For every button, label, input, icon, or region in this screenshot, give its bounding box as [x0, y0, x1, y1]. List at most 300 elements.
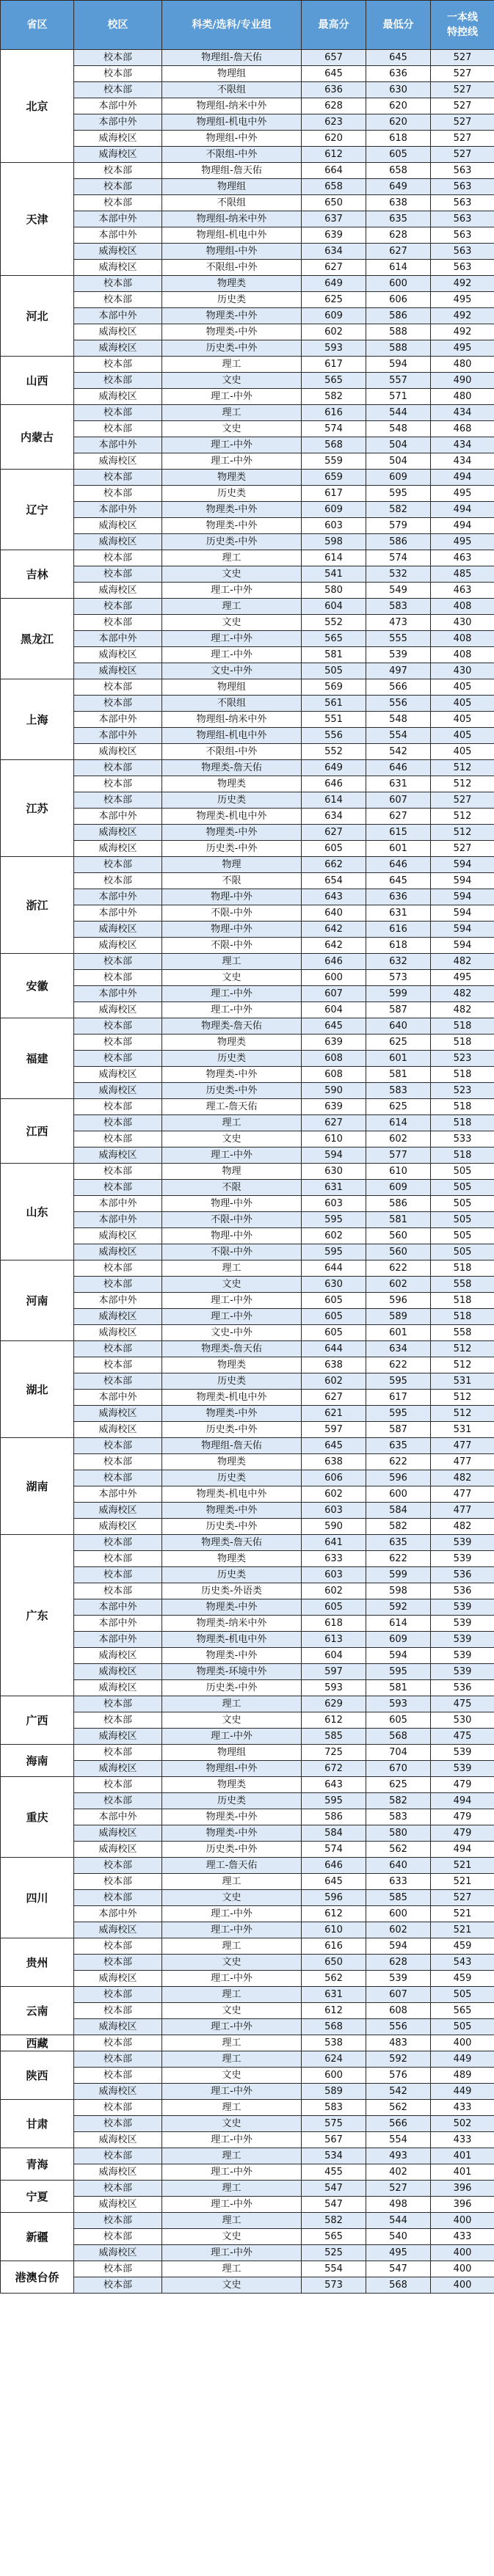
line-score-cell: 543	[431, 1955, 494, 1971]
table-row	[1, 1729, 494, 1745]
campus-cell: 威海校区	[74, 1406, 162, 1422]
subject-cell: 物理类-机电中外	[162, 809, 302, 825]
min-score-cell: 610	[366, 1164, 431, 1180]
campus-cell: 校本部	[74, 2148, 162, 2164]
min-score-cell: 544	[366, 2213, 431, 2229]
table-row	[1, 421, 494, 437]
campus-cell: 校本部	[74, 792, 162, 809]
campus-cell: 本部中外	[74, 1809, 162, 1825]
min-score-cell: 473	[366, 615, 431, 631]
max-score-cell: 612	[302, 147, 366, 163]
campus-cell: 校本部	[74, 1180, 162, 1196]
line-score-cell: 518	[431, 1260, 494, 1277]
subject-cell: 理工	[162, 1874, 302, 1890]
subject-cell: 理工-中外	[162, 1971, 302, 1987]
min-score-cell: 562	[366, 2100, 431, 2116]
table-row	[1, 1067, 494, 1083]
subject-cell: 历史类-中外	[162, 841, 302, 857]
campus-cell: 校本部	[74, 954, 162, 970]
subject-cell: 理工-中外	[162, 2019, 302, 2035]
max-score-cell: 649	[302, 276, 366, 292]
subject-cell: 文史-中外	[162, 1325, 302, 1341]
max-score-cell: 630	[302, 1277, 366, 1293]
table-row	[1, 1373, 494, 1390]
campus-cell: 校本部	[74, 776, 162, 792]
table-row	[1, 163, 494, 179]
max-score-cell: 645	[302, 66, 366, 82]
table-row	[1, 1503, 494, 1519]
max-score-cell: 623	[302, 114, 366, 131]
min-score-cell: 581	[366, 1067, 431, 1083]
table-row	[1, 1648, 494, 1664]
campus-cell: 校本部	[74, 486, 162, 502]
subject-cell: 理工-中外	[162, 453, 302, 470]
subject-cell: 历史类-中外	[162, 1680, 302, 1696]
subject-cell: 不限组-中外	[162, 147, 302, 163]
subject-cell: 文史	[162, 373, 302, 389]
campus-cell: 本部中外	[74, 437, 162, 453]
max-score-cell: 625	[302, 292, 366, 308]
table-row	[1, 1809, 494, 1825]
subject-cell: 物理组	[162, 66, 302, 82]
min-score-cell: 566	[366, 679, 431, 696]
table-body	[1, 50, 494, 2294]
min-score-cell: 638	[366, 195, 431, 211]
line-score-cell: 539	[431, 1632, 494, 1648]
subject-cell: 物理类-中外	[162, 518, 302, 534]
max-score-cell: 604	[302, 1648, 366, 1664]
max-score-cell: 612	[302, 2003, 366, 2019]
table-header-row	[1, 1, 494, 50]
subject-cell: 理工-中外	[162, 1729, 302, 1745]
campus-cell: 本部中外	[74, 986, 162, 1002]
subject-cell: 理工	[162, 954, 302, 970]
table-row	[1, 696, 494, 712]
min-score-cell: 583	[366, 1083, 431, 1099]
min-score-cell: 483	[366, 2035, 431, 2051]
province-cell: 河南	[1, 1260, 74, 1341]
max-score-cell: 642	[302, 938, 366, 954]
province-cell: 港澳台侨	[1, 2261, 74, 2294]
header-max: 最高分	[302, 1, 366, 50]
province-cell: 江苏	[1, 760, 74, 857]
table-row	[1, 1938, 494, 1955]
line-score-cell: 408	[431, 647, 494, 663]
min-score-cell: 583	[366, 599, 431, 615]
line-score-cell: 405	[431, 712, 494, 728]
max-score-cell: 637	[302, 211, 366, 227]
subject-cell: 文史	[162, 1890, 302, 1906]
province-cell: 安徽	[1, 954, 74, 1018]
table-row	[1, 2068, 494, 2084]
subject-cell: 历史类	[162, 1567, 302, 1583]
max-score-cell: 602	[302, 1583, 366, 1599]
table-row	[1, 2148, 494, 2164]
table-row	[1, 1406, 494, 1422]
line-score-cell: 479	[431, 1777, 494, 1793]
subject-cell: 历史类	[162, 1373, 302, 1390]
line-score-cell: 539	[431, 1664, 494, 1680]
max-score-cell: 590	[302, 1519, 366, 1535]
subject-cell: 理工	[162, 2261, 302, 2277]
max-score-cell: 650	[302, 195, 366, 211]
max-score-cell: 605	[302, 1309, 366, 1325]
min-score-cell: 544	[366, 405, 431, 421]
max-score-cell: 603	[302, 1567, 366, 1583]
min-score-cell: 605	[366, 1712, 431, 1729]
table-row	[1, 1486, 494, 1503]
line-score-cell: 494	[431, 518, 494, 534]
min-score-cell: 495	[366, 2245, 431, 2261]
line-score-cell: 477	[431, 1503, 494, 1519]
min-score-cell: 608	[366, 2003, 431, 2019]
min-score-cell: 548	[366, 712, 431, 728]
table-row	[1, 1680, 494, 1696]
province-cell: 新疆	[1, 2213, 74, 2261]
header-campus: 校区	[74, 1, 162, 50]
line-score-cell: 494	[431, 1793, 494, 1809]
line-score-cell: 536	[431, 1567, 494, 1583]
max-score-cell: 654	[302, 873, 366, 889]
line-score-cell: 563	[431, 227, 494, 244]
min-score-cell: 596	[366, 1470, 431, 1486]
min-score-cell: 573	[366, 970, 431, 986]
min-score-cell: 625	[366, 1035, 431, 1051]
min-score-cell: 554	[366, 728, 431, 744]
max-score-cell: 598	[302, 534, 366, 550]
min-score-cell: 539	[366, 647, 431, 663]
subject-cell: 理工	[162, 2213, 302, 2229]
line-score-cell: 401	[431, 2148, 494, 2164]
table-row	[1, 1390, 494, 1406]
min-score-cell: 566	[366, 2116, 431, 2132]
max-score-cell: 610	[302, 1131, 366, 1147]
campus-cell: 威海校区	[74, 1761, 162, 1777]
campus-cell: 威海校区	[74, 131, 162, 147]
subject-cell: 文史	[162, 1277, 302, 1293]
line-score-cell: 433	[431, 2132, 494, 2148]
min-score-cell: 527	[366, 2181, 431, 2197]
subject-cell: 物理-中外	[162, 1196, 302, 1212]
max-score-cell: 616	[302, 405, 366, 421]
subject-cell: 文史	[162, 1712, 302, 1729]
subject-cell: 物理组-中外	[162, 244, 302, 260]
max-score-cell: 565	[302, 631, 366, 647]
table-row	[1, 1115, 494, 1131]
subject-cell: 文史	[162, 2116, 302, 2132]
subject-cell: 理工	[162, 2181, 302, 2197]
max-score-cell: 455	[302, 2164, 366, 2181]
subject-cell: 历史类-外语类	[162, 1583, 302, 1599]
min-score-cell: 542	[366, 744, 431, 760]
campus-cell: 校本部	[74, 1051, 162, 1067]
line-score-cell: 512	[431, 1406, 494, 1422]
campus-cell: 校本部	[74, 276, 162, 292]
line-score-cell: 495	[431, 486, 494, 502]
max-score-cell: 646	[302, 1858, 366, 1874]
subject-cell: 历史类-中外	[162, 1519, 302, 1535]
province-cell: 广西	[1, 1696, 74, 1745]
max-score-cell: 645	[302, 1438, 366, 1454]
max-score-cell: 594	[302, 1147, 366, 1164]
table-row	[1, 260, 494, 276]
subject-cell: 历史类	[162, 1470, 302, 1486]
table-row	[1, 211, 494, 227]
max-score-cell: 525	[302, 2245, 366, 2261]
subject-cell: 不限-中外	[162, 938, 302, 954]
province-cell: 西藏	[1, 2035, 74, 2051]
line-score-cell: 518	[431, 1309, 494, 1325]
max-score-cell: 672	[302, 1761, 366, 1777]
province-cell: 浙江	[1, 857, 74, 954]
subject-cell: 理工-中外	[162, 647, 302, 663]
min-score-cell: 549	[366, 583, 431, 599]
min-score-cell: 622	[366, 1454, 431, 1470]
max-score-cell: 556	[302, 728, 366, 744]
table-row	[1, 857, 494, 873]
table-row	[1, 1164, 494, 1180]
subject-cell: 不限	[162, 873, 302, 889]
min-score-cell: 504	[366, 437, 431, 453]
min-score-cell: 605	[366, 147, 431, 163]
subject-cell: 理工	[162, 2035, 302, 2051]
line-score-cell: 536	[431, 1680, 494, 1696]
max-score-cell: 617	[302, 486, 366, 502]
table-row	[1, 809, 494, 825]
table-row	[1, 98, 494, 114]
province-cell: 四川	[1, 1858, 74, 1938]
line-score-cell: 539	[431, 1535, 494, 1551]
line-score-cell: 527	[431, 841, 494, 857]
subject-cell: 物理	[162, 857, 302, 873]
campus-cell: 威海校区	[74, 1083, 162, 1099]
min-score-cell: 557	[366, 373, 431, 389]
max-score-cell: 664	[302, 163, 366, 179]
max-score-cell: 603	[302, 1503, 366, 1519]
subject-cell: 不限组-中外	[162, 260, 302, 276]
campus-cell: 校本部	[74, 1018, 162, 1035]
table-row	[1, 712, 494, 728]
line-score-cell: 512	[431, 1357, 494, 1373]
max-score-cell: 551	[302, 712, 366, 728]
max-score-cell: 604	[302, 1002, 366, 1018]
campus-cell: 校本部	[74, 163, 162, 179]
line-score-cell: 477	[431, 1438, 494, 1454]
campus-cell: 威海校区	[74, 1147, 162, 1164]
table-row	[1, 50, 494, 66]
min-score-cell: 602	[366, 1922, 431, 1938]
min-score-cell: 640	[366, 1018, 431, 1035]
campus-cell: 威海校区	[74, 1244, 162, 1260]
min-score-cell: 539	[366, 1971, 431, 1987]
min-score-cell: 620	[366, 98, 431, 114]
max-score-cell: 612	[302, 1712, 366, 1729]
table-row	[1, 373, 494, 389]
subject-cell: 物理类-中外	[162, 308, 302, 324]
max-score-cell: 541	[302, 566, 366, 583]
province-cell: 辽宁	[1, 470, 74, 550]
line-score-cell: 531	[431, 1422, 494, 1438]
subject-cell: 物理类-中外	[162, 1648, 302, 1664]
campus-cell: 威海校区	[74, 938, 162, 954]
campus-cell: 本部中外	[74, 211, 162, 227]
line-score-cell: 495	[431, 292, 494, 308]
header-province: 省区	[1, 1, 74, 50]
max-score-cell: 649	[302, 760, 366, 776]
subject-cell: 理工	[162, 599, 302, 615]
subject-cell: 物理类-中外	[162, 1406, 302, 1422]
line-score-cell: 479	[431, 1809, 494, 1825]
campus-cell: 本部中外	[74, 98, 162, 114]
table-row	[1, 2084, 494, 2100]
campus-cell: 校本部	[74, 2261, 162, 2277]
min-score-cell: 586	[366, 1196, 431, 1212]
max-score-cell: 634	[302, 809, 366, 825]
table-row	[1, 2229, 494, 2245]
max-score-cell: 547	[302, 2197, 366, 2213]
max-score-cell: 605	[302, 1293, 366, 1309]
subject-cell: 物理类-机电中外	[162, 1486, 302, 1503]
table-row	[1, 82, 494, 98]
line-score-cell: 527	[431, 1890, 494, 1906]
table-row	[1, 550, 494, 566]
min-score-cell: 628	[366, 1955, 431, 1971]
min-score-cell: 601	[366, 1325, 431, 1341]
campus-cell: 威海校区	[74, 2132, 162, 2148]
min-score-cell: 577	[366, 1147, 431, 1164]
table-row	[1, 873, 494, 889]
table-row	[1, 1535, 494, 1551]
min-score-cell: 607	[366, 1987, 431, 2003]
table-row	[1, 1696, 494, 1712]
min-score-cell: 633	[366, 1874, 431, 1890]
min-score-cell: 658	[366, 163, 431, 179]
min-score-cell: 583	[366, 1809, 431, 1825]
max-score-cell: 597	[302, 1664, 366, 1680]
max-score-cell: 638	[302, 1454, 366, 1470]
campus-cell: 威海校区	[74, 1325, 162, 1341]
subject-cell: 不限-中外	[162, 905, 302, 922]
campus-cell: 本部中外	[74, 889, 162, 905]
subject-cell: 理工-中外	[162, 1922, 302, 1938]
max-score-cell: 627	[302, 1390, 366, 1406]
min-score-cell: 581	[366, 1680, 431, 1696]
line-score-cell: 492	[431, 276, 494, 292]
subject-cell: 理工	[162, 2148, 302, 2164]
campus-cell: 威海校区	[74, 1825, 162, 1842]
line-score-cell: 482	[431, 1002, 494, 1018]
min-score-cell: 593	[366, 1696, 431, 1712]
table-row	[1, 631, 494, 647]
subject-cell: 不限	[162, 1180, 302, 1196]
province-cell: 贵州	[1, 1938, 74, 1987]
max-score-cell: 639	[302, 1035, 366, 1051]
line-score-cell: 539	[431, 1745, 494, 1761]
table-row	[1, 1712, 494, 1729]
line-score-cell: 563	[431, 163, 494, 179]
line-score-cell: 492	[431, 324, 494, 340]
line-score-cell: 482	[431, 1519, 494, 1535]
province-cell: 黑龙江	[1, 599, 74, 679]
min-score-cell: 594	[366, 1648, 431, 1664]
campus-cell: 威海校区	[74, 2245, 162, 2261]
line-score-cell: 527	[431, 50, 494, 66]
subject-cell: 理工-中外	[162, 2197, 302, 2213]
min-score-cell: 556	[366, 2019, 431, 2035]
campus-cell: 校本部	[74, 1955, 162, 1971]
subject-cell: 物理组-中外	[162, 131, 302, 147]
subject-cell: 理工	[162, 2100, 302, 2116]
table-row	[1, 728, 494, 744]
table-row	[1, 131, 494, 147]
min-score-cell: 622	[366, 1260, 431, 1277]
campus-cell: 威海校区	[74, 583, 162, 599]
campus-cell: 校本部	[74, 1696, 162, 1712]
campus-cell: 威海校区	[74, 663, 162, 679]
table-row	[1, 405, 494, 421]
max-score-cell: 614	[302, 792, 366, 809]
line-score-cell: 480	[431, 357, 494, 373]
campus-cell: 威海校区	[74, 825, 162, 841]
subject-cell: 理工-中外	[162, 437, 302, 453]
campus-cell: 校本部	[74, 550, 162, 566]
campus-cell: 校本部	[74, 195, 162, 211]
max-score-cell: 575	[302, 2116, 366, 2132]
subject-cell: 文史	[162, 2277, 302, 2294]
campus-cell: 校本部	[74, 1535, 162, 1551]
table-row	[1, 1825, 494, 1842]
min-score-cell: 618	[366, 131, 431, 147]
subject-cell: 理工	[162, 2051, 302, 2068]
min-score-cell: 504	[366, 453, 431, 470]
campus-cell: 校本部	[74, 82, 162, 98]
line-score-cell: 594	[431, 905, 494, 922]
subject-cell: 物理组	[162, 679, 302, 696]
min-score-cell: 548	[366, 421, 431, 437]
campus-cell: 本部中外	[74, 728, 162, 744]
header-subject: 科类/选科/专业组	[162, 1, 302, 50]
campus-cell: 校本部	[74, 405, 162, 421]
subject-cell: 理工	[162, 1696, 302, 1712]
campus-cell: 校本部	[74, 66, 162, 82]
max-score-cell: 614	[302, 550, 366, 566]
max-score-cell: 644	[302, 1260, 366, 1277]
table-row	[1, 1519, 494, 1535]
line-score-cell: 430	[431, 663, 494, 679]
campus-cell: 威海校区	[74, 1842, 162, 1858]
subject-cell: 物理组-机电中外	[162, 114, 302, 131]
line-score-cell: 594	[431, 857, 494, 873]
campus-cell: 本部中外	[74, 1632, 162, 1648]
table-row	[1, 2197, 494, 2213]
max-score-cell: 595	[302, 1793, 366, 1809]
line-score-cell: 565	[431, 2003, 494, 2019]
table-row	[1, 1955, 494, 1971]
table-row	[1, 1018, 494, 1035]
table-row	[1, 1890, 494, 1906]
max-score-cell: 624	[302, 2051, 366, 2068]
subject-cell: 历史类-中外	[162, 1083, 302, 1099]
subject-cell: 物理类-詹天佑	[162, 1535, 302, 1551]
subject-cell: 物理类-中外	[162, 1809, 302, 1825]
max-score-cell: 725	[302, 1745, 366, 1761]
max-score-cell: 554	[302, 2261, 366, 2277]
campus-cell: 校本部	[74, 696, 162, 712]
campus-cell: 威海校区	[74, 1002, 162, 1018]
campus-cell: 校本部	[74, 50, 162, 66]
max-score-cell: 552	[302, 615, 366, 631]
line-score-cell: 594	[431, 889, 494, 905]
